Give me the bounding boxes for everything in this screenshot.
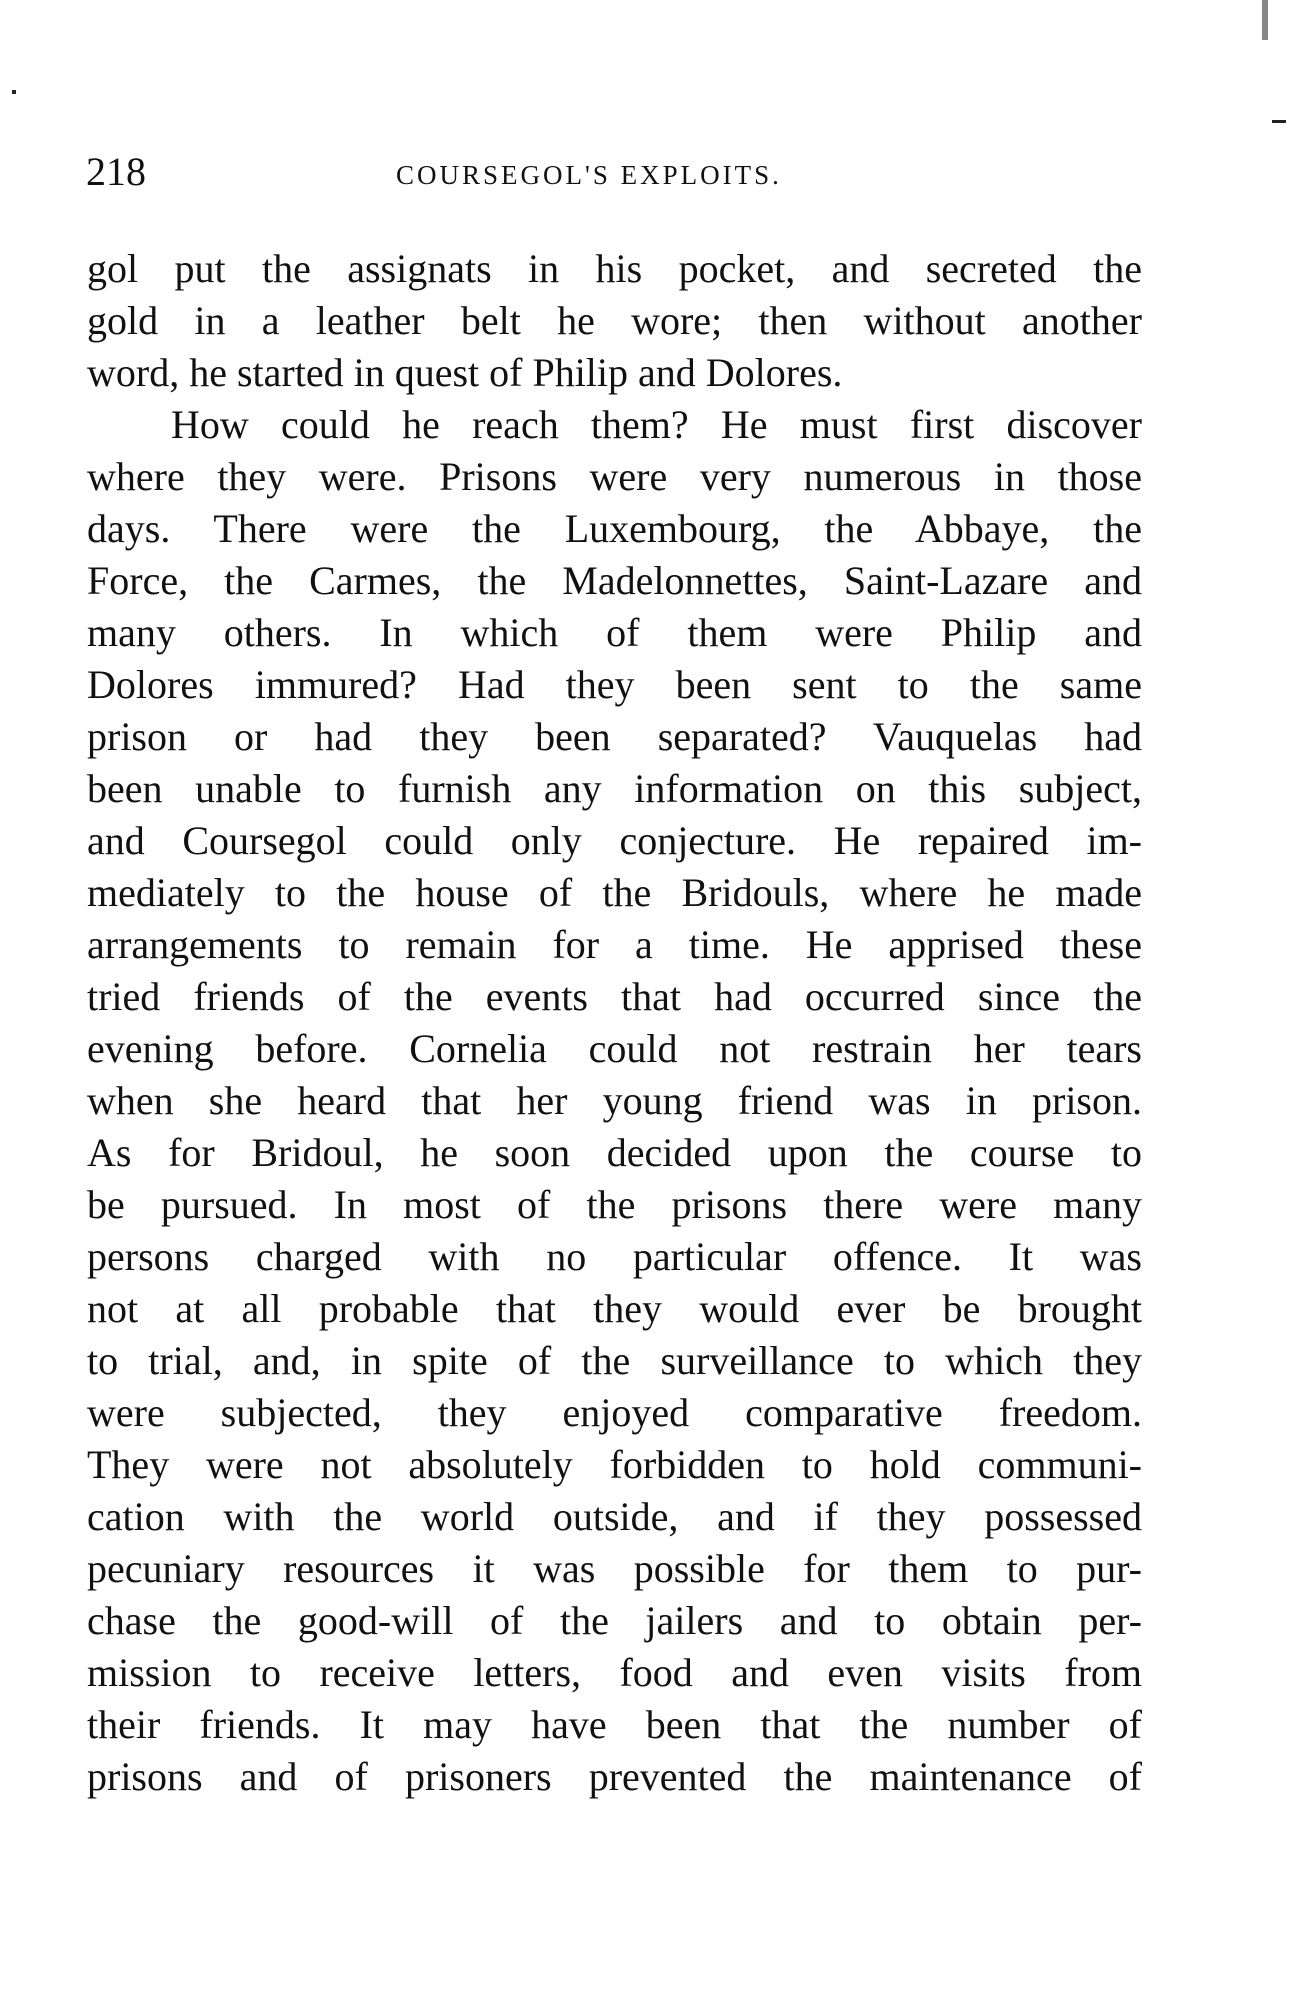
text-line: to trial, and, in spite of the surveillance to which they (87, 1338, 1142, 1383)
text-line: be pursued. In most of the prisons there were many (87, 1182, 1142, 1227)
text-line: and Coursegol could only conjecture. He repaired im- (87, 818, 1142, 863)
text-line: gold in a leather belt he wore; then without another (87, 298, 1142, 343)
running-head: COURSEGOL'S EXPLOITS. (396, 160, 782, 190)
text-line: Dolores immured? Had they been sent to the same (87, 662, 1142, 707)
text-line: pecuniary resources it was possible for them to pur- (87, 1546, 1142, 1591)
text-line: mediately to the house of the Bridouls, where he made (87, 870, 1142, 915)
text-line: days. There were the Luxembourg, the Abbaye, the (87, 506, 1142, 551)
text-line: where they were. Prisons were very numerous in those (87, 454, 1142, 499)
text-line: cation with the world outside, and if they possessed (87, 1494, 1142, 1539)
text-line: persons charged with no particular offence. It was (87, 1234, 1142, 1279)
text-line: were subjected, they enjoyed comparative freedom. (87, 1390, 1142, 1435)
text-line: their friends. It may have been that the number of (87, 1702, 1142, 1747)
text-line: word, he started in quest of Philip and Dolores. (87, 350, 843, 395)
text-line: How could he reach them? He must first discover (171, 402, 1142, 447)
body-text (87, 243, 1142, 1803)
text-line: been unable to furnish any information on this subject, (87, 766, 1142, 811)
text-line: As for Bridoul, he soon decided upon the course to (87, 1130, 1142, 1175)
text-line: gol put the assignats in his pocket, and secreted the (87, 246, 1142, 291)
scan-speck (1262, 0, 1268, 40)
text-line: prison or had they been separated? Vauquelas had (87, 714, 1142, 759)
scan-speck (1272, 120, 1286, 123)
text-line: mission to receive letters, food and even visits from (87, 1650, 1142, 1695)
text-line: chase the good-will of the jailers and to obtain per- (87, 1598, 1142, 1643)
text-line: tried friends of the events that had occurred since the (87, 974, 1142, 1019)
text-line: not at all probable that they would ever be brought (87, 1286, 1142, 1331)
page-number: 218 (86, 149, 146, 194)
text-line: when she heard that her young friend was in prison. (87, 1078, 1142, 1123)
text-line: prisons and of prisoners prevented the maintenance of (87, 1754, 1142, 1799)
text-line: Force, the Carmes, the Madelonnettes, Saint-Lazare and (87, 558, 1142, 603)
scan-speck (12, 90, 16, 94)
text-line: They were not absolutely forbidden to hold communi- (87, 1442, 1142, 1487)
text-line: many others. In which of them were Philip and (87, 610, 1142, 655)
text-line: evening before. Cornelia could not restrain her tears (87, 1026, 1142, 1071)
text-line: arrangements to remain for a time. He apprised these (87, 922, 1142, 967)
